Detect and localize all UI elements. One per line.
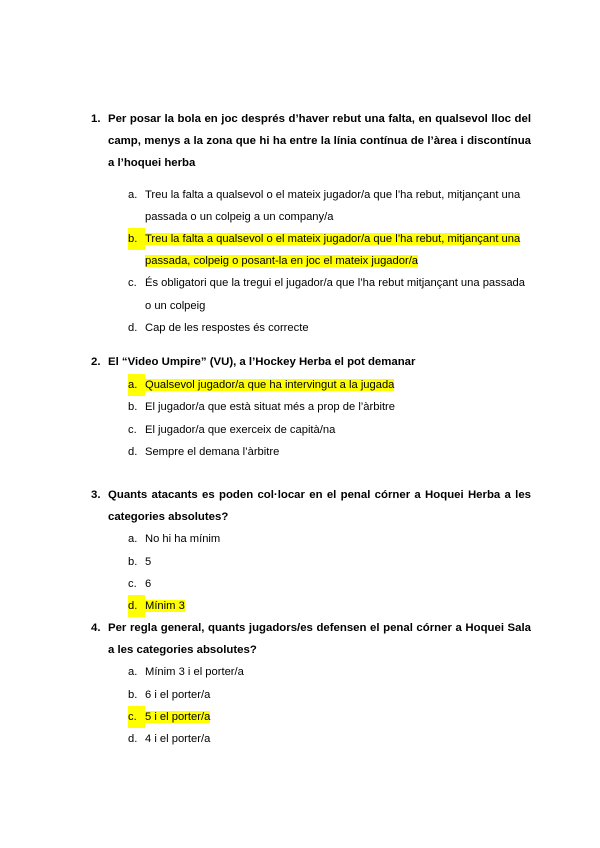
option-letter: b. — [128, 688, 138, 701]
option-text: Treu la falta a qualsevol o el mateix jugador/a que l’ha rebut, mitjançant una passada o un colpeig a un company/a — [145, 188, 521, 223]
option-text: No hi ha mínim — [145, 533, 221, 546]
option-text: Cap de les respostes és correcte — [145, 321, 309, 334]
question-4 — [91, 617, 531, 750]
option-text: Mínim 3 i el porter/a — [145, 666, 244, 679]
question-number: 2. — [91, 356, 101, 368]
question-number: 1. — [91, 113, 101, 125]
option-b — [128, 684, 531, 706]
question-2 — [91, 351, 531, 463]
option-d — [128, 728, 531, 750]
option-text: El jugador/a que exerceix de capità/na — [145, 423, 336, 436]
option-b — [128, 396, 531, 418]
question-text: El “Video Umpire” (VU), a l’Hockey Herba el pot demanar — [108, 356, 416, 368]
option-c — [128, 573, 531, 595]
option-text: El jugador/a que està situat més a prop de l’àrbitre — [145, 401, 395, 414]
question-number: 4. — [91, 622, 101, 634]
question-text: Quants atacants es poden col·locar en el penal córner a Hoquei Herba a les categories absolutes? — [108, 489, 531, 524]
option-text: 6 i el porter/a — [145, 688, 211, 701]
question-1 — [91, 108, 531, 339]
option-text: 5 — [145, 555, 152, 568]
option-text: Sempre el demana l’àrbitre — [145, 445, 280, 458]
option-letter: b. — [128, 401, 138, 414]
option-text: 6 — [145, 577, 152, 590]
option-b — [128, 551, 531, 573]
option-letter: c. — [128, 423, 137, 436]
option-letter: c. — [128, 577, 137, 590]
option-b-highlighted — [128, 228, 531, 272]
option-letter: b. — [128, 555, 138, 568]
question-text: Per regla general, quants jugadors/es defensen el penal córner a Hoquei Sala a les categories absolutes? — [108, 622, 531, 657]
question-number: 3. — [91, 489, 101, 501]
option-text: 5 i el porter/a — [145, 710, 211, 723]
option-c-highlighted — [128, 706, 531, 728]
option-letter: d. — [128, 321, 138, 334]
option-letter: a. — [128, 533, 138, 546]
option-text: Qualsevol jugador/a que ha intervingut a la jugada — [145, 379, 395, 392]
option-d-highlighted — [128, 595, 531, 617]
option-letter: d. — [128, 595, 145, 617]
option-text: 4 i el porter/a — [145, 733, 211, 746]
option-text: És obligatori que la tregui el jugador/a que l’ha rebut mitjançant una passada o un colpeig — [145, 277, 526, 312]
question-3 — [91, 484, 531, 617]
option-text: Mínim 3 — [145, 600, 185, 613]
option-letter: b. — [128, 228, 145, 250]
option-a — [128, 528, 531, 550]
option-c — [128, 272, 531, 316]
option-letter: d. — [128, 733, 138, 746]
option-d — [128, 441, 531, 463]
option-letter: c. — [128, 277, 137, 290]
option-c — [128, 419, 531, 441]
option-text: Treu la falta a qualsevol o el mateix jugador/a que l’ha rebut, mitjançant una passada, colpeig o posant-la en joc el mateix jugador/a — [145, 233, 521, 268]
question-text: Per posar la bola en joc després d’haver rebut una falta, en qualsevol lloc del camp, menys a la zona que hi ha entre la línia contínua de l’àrea i discontínua a l’hoquei herba — [108, 113, 531, 170]
option-a — [128, 184, 531, 228]
option-a — [128, 661, 531, 683]
option-a-highlighted — [128, 374, 531, 396]
option-letter: c. — [128, 706, 145, 728]
option-letter: a. — [128, 374, 145, 396]
option-letter: d. — [128, 445, 138, 458]
option-d — [128, 317, 531, 339]
option-letter: a. — [128, 666, 138, 679]
option-letter: a. — [128, 188, 138, 201]
